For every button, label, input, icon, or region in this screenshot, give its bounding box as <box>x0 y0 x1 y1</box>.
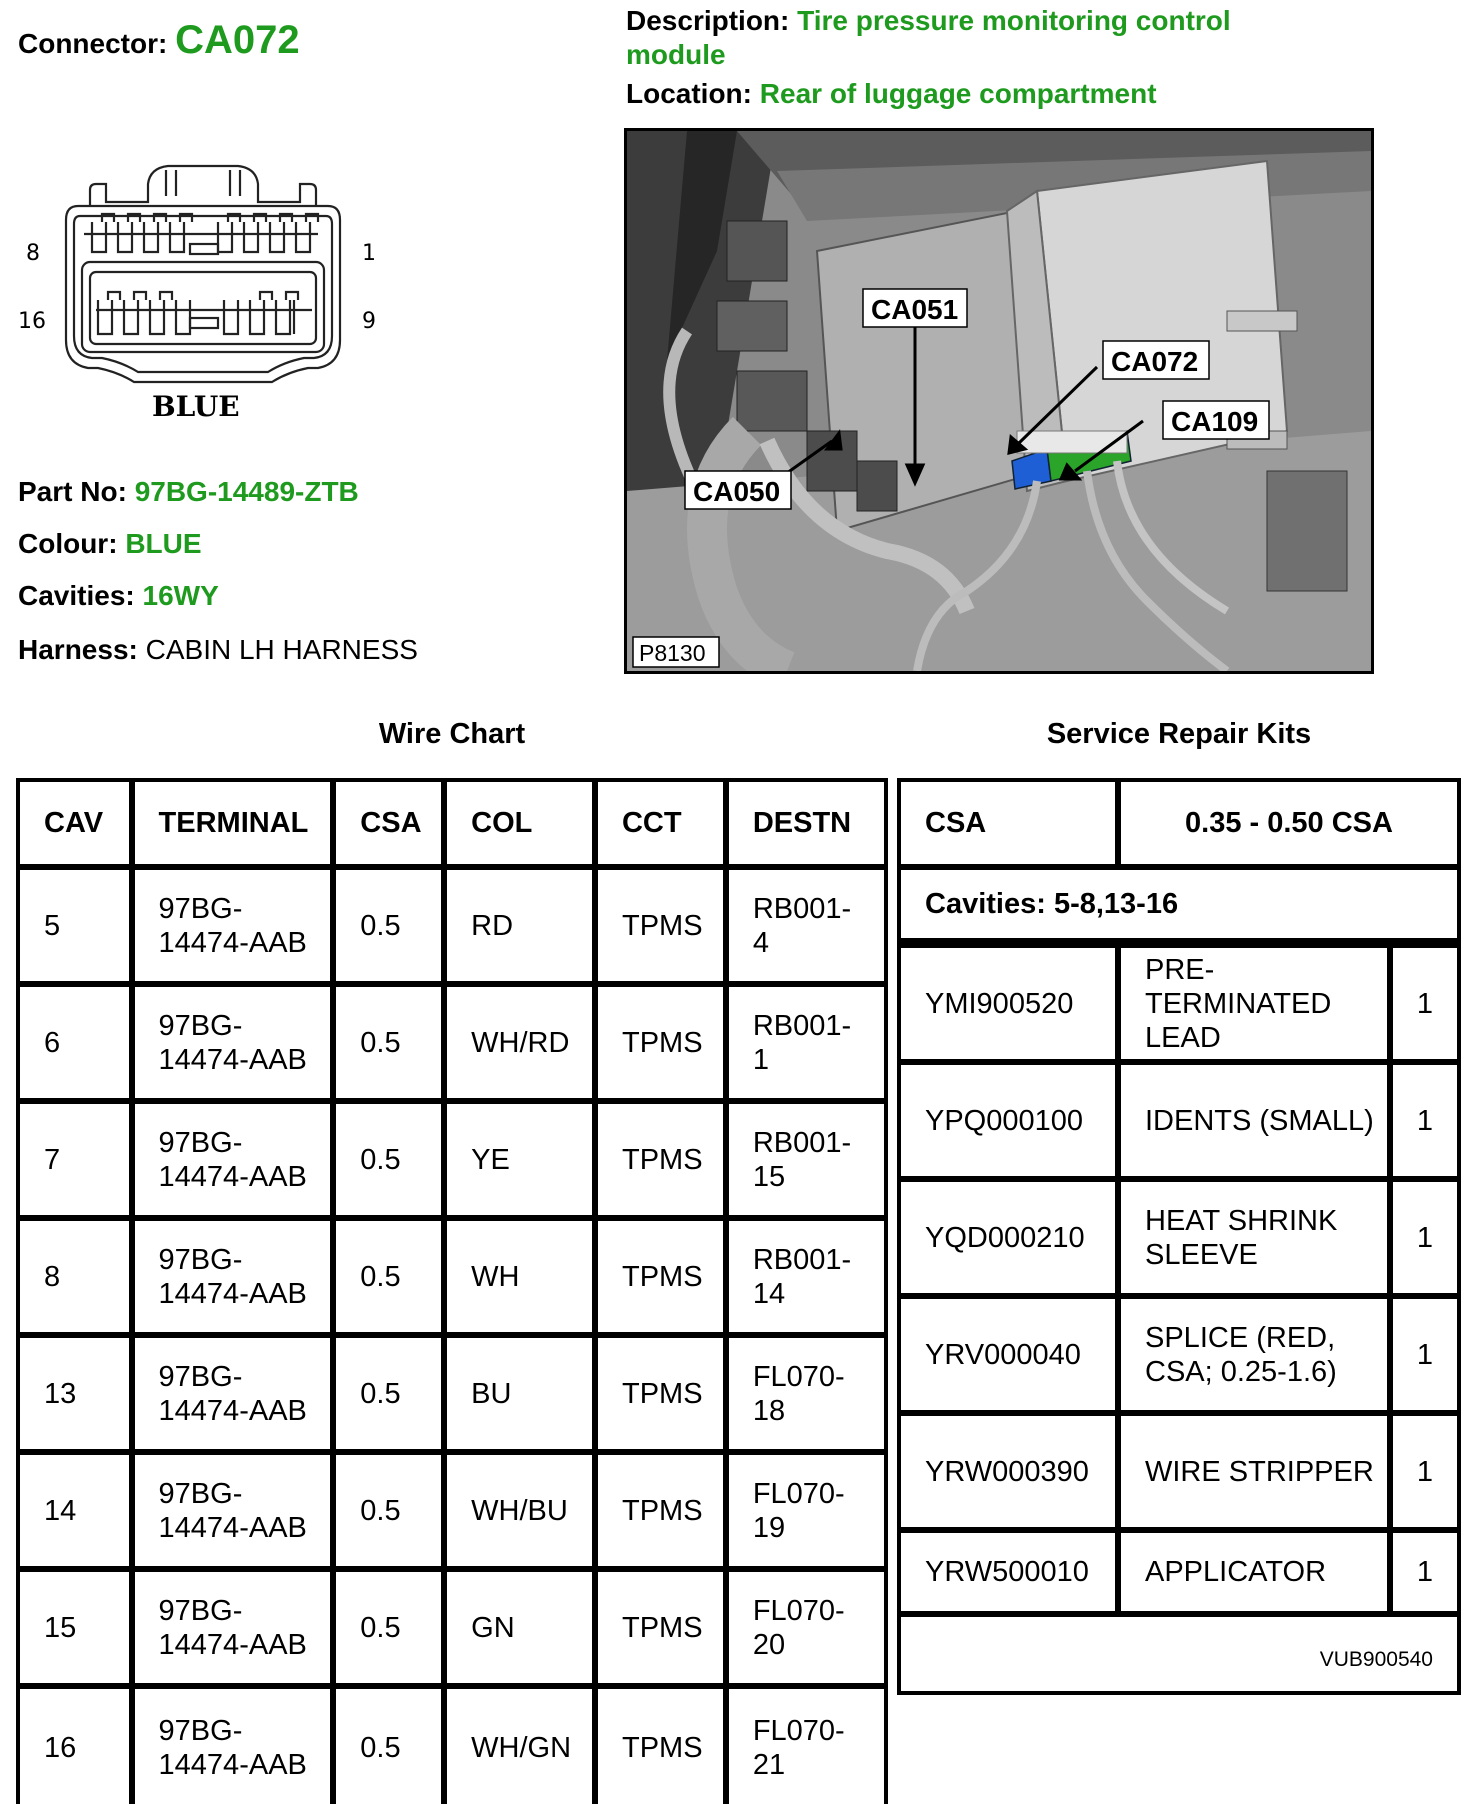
repair-kits-table <box>897 778 1461 1695</box>
terminal-line1: 97BG- <box>158 1594 243 1627</box>
list-item <box>901 1299 1457 1416</box>
cell-col: GN <box>447 1572 598 1689</box>
destn-line1: FL070- <box>752 1477 845 1510</box>
terminal-line1: 97BG- <box>158 1360 243 1393</box>
cell-col: WH/BU <box>447 1455 598 1572</box>
cell-cct: TPMS <box>598 1338 729 1455</box>
terminal-line2: 14474-AAB <box>158 1394 307 1427</box>
destn-line2: 18 <box>752 1394 786 1427</box>
table-row <box>20 870 884 987</box>
cell-csa: 0.5 <box>336 870 447 987</box>
kit-part-number: YRW500010 <box>901 1533 1121 1617</box>
cell-cav: 16 <box>20 1689 135 1804</box>
cell-cct: TPMS <box>598 1455 729 1572</box>
cavities-value: 16WY <box>142 580 219 611</box>
harness-value: CABIN LH HARNESS <box>145 634 418 665</box>
wire-chart-table <box>16 778 888 1804</box>
cell-cct: TPMS <box>598 870 729 987</box>
colour-value: BLUE <box>125 528 202 559</box>
kit-part-number: YQD000210 <box>901 1182 1121 1299</box>
terminal-line1: 97BG- <box>158 1714 243 1747</box>
col-header-terminal: TERMINAL <box>135 782 337 870</box>
cell-destn <box>729 1689 884 1804</box>
cavities-row <box>18 570 359 622</box>
cell-destn <box>729 1221 884 1338</box>
cell-cav: 7 <box>20 1104 135 1221</box>
terminal-line2: 14474-AAB <box>158 926 307 959</box>
cell-csa: 0.5 <box>336 1104 447 1221</box>
colour-label: Colour: <box>18 528 118 559</box>
cell-terminal <box>135 1572 337 1689</box>
destn-line1: FL070- <box>752 1360 845 1393</box>
destn-line2: 14 <box>752 1277 786 1310</box>
location-photo <box>624 128 1374 674</box>
cell-terminal <box>135 1455 337 1572</box>
terminal-line1: 97BG- <box>158 1009 243 1042</box>
connector-properties <box>18 466 359 622</box>
pin-label-9: 9 <box>362 309 376 334</box>
terminal-line2: 14474-AAB <box>158 1628 307 1661</box>
destn-line1: RB001- <box>752 892 852 925</box>
table-row <box>20 1455 884 1572</box>
kit-description: PRE-TERMINATED LEAD <box>1121 948 1393 1065</box>
pin-label-1: 1 <box>362 241 376 266</box>
cell-terminal <box>135 1689 337 1804</box>
connector-id: CA072 <box>175 18 300 62</box>
destn-line2: 4 <box>752 926 769 959</box>
callout-ca072: CA072 <box>1111 346 1199 377</box>
harness-row <box>18 634 418 666</box>
cell-cav: 15 <box>20 1572 135 1689</box>
col-header-cct: CCT <box>598 782 729 870</box>
destn-line2: 1 <box>752 1043 769 1076</box>
cell-terminal <box>135 1338 337 1455</box>
cell-col: WH <box>447 1221 598 1338</box>
table-row <box>20 1221 884 1338</box>
description-row <box>626 4 1246 72</box>
terminal-line1: 97BG- <box>158 1243 243 1276</box>
connector-label: Connector: <box>18 28 168 59</box>
callout-ca050: CA050 <box>693 476 781 507</box>
terminal-line2: 14474-AAB <box>158 1160 307 1193</box>
destn-line1: FL070- <box>752 1594 845 1627</box>
list-item <box>901 1065 1457 1182</box>
description-value: Tire pressure monitoring control module <box>626 5 1231 70</box>
cell-csa: 0.5 <box>336 1221 447 1338</box>
callout-ca051: CA051 <box>871 294 959 325</box>
cell-col: WH/RD <box>447 987 598 1104</box>
table-row <box>20 1689 884 1804</box>
part-no-row <box>18 466 359 518</box>
cell-col: YE <box>447 1104 598 1221</box>
cell-destn <box>729 1455 884 1572</box>
destn-line2: 20 <box>752 1628 786 1661</box>
terminal-line1: 97BG- <box>158 1126 243 1159</box>
destn-line1: RB001- <box>752 1126 852 1159</box>
location-row <box>626 78 1157 110</box>
cell-cav: 8 <box>20 1221 135 1338</box>
cell-csa: 0.5 <box>336 1338 447 1455</box>
kit-part-number: YRW000390 <box>901 1416 1121 1533</box>
col-header-destn: DESTN <box>729 782 884 870</box>
wire-chart-header-row <box>20 782 884 870</box>
cell-cav: 6 <box>20 987 135 1104</box>
cell-cct: TPMS <box>598 1572 729 1689</box>
cavities-label: Cavities: <box>18 580 135 611</box>
cell-col: WH/GN <box>447 1689 598 1804</box>
kit-part-number: YMI900520 <box>901 948 1121 1065</box>
destn-line2: 15 <box>752 1160 786 1193</box>
table-row <box>20 1572 884 1689</box>
kit-description: APPLICATOR <box>1121 1533 1393 1617</box>
kit-quantity: 1 <box>1393 1182 1457 1299</box>
callout-ca109: CA109 <box>1171 406 1259 437</box>
cell-cav: 5 <box>20 870 135 987</box>
table-row <box>20 1338 884 1455</box>
diagram-colour-label: BLUE <box>152 390 240 423</box>
location-label: Location: <box>626 78 752 109</box>
connector-face-diagram <box>18 150 398 430</box>
col-header-col: COL <box>447 782 598 870</box>
location-value: Rear of luggage compartment <box>759 78 1157 109</box>
kit-description: SPLICE (RED, CSA; 0.25-1.6) <box>1121 1299 1393 1416</box>
cell-destn <box>729 870 884 987</box>
cell-cct: TPMS <box>598 1104 729 1221</box>
harness-label: Harness: <box>18 634 138 665</box>
terminal-line2: 14474-AAB <box>158 1748 307 1781</box>
cell-destn <box>729 1104 884 1221</box>
table-row <box>20 1104 884 1221</box>
cell-terminal <box>135 870 337 987</box>
kit-part-number: YPQ000100 <box>901 1065 1121 1182</box>
kit-description: WIRE STRIPPER <box>1121 1416 1393 1533</box>
cell-destn <box>729 1572 884 1689</box>
wire-chart-title: Wire Chart <box>378 718 526 750</box>
kits-csa-label: CSA <box>901 782 1121 870</box>
destn-line1: FL070- <box>752 1714 845 1747</box>
photo-ref: P8130 <box>639 640 706 666</box>
list-item <box>901 1533 1457 1617</box>
destn-line2: 21 <box>752 1748 786 1781</box>
kits-header-row <box>901 782 1457 870</box>
destn-line1: RB001- <box>752 1243 852 1276</box>
cell-terminal <box>135 987 337 1104</box>
description-label: Description: <box>626 5 790 36</box>
kit-quantity: 1 <box>1393 1533 1457 1617</box>
kit-part-number: YRV000040 <box>901 1299 1121 1416</box>
list-item <box>901 1182 1457 1299</box>
cell-cav: 14 <box>20 1455 135 1572</box>
kits-cavities: Cavities: 5-8,13-16 <box>901 870 1457 948</box>
kit-quantity: 1 <box>1393 948 1457 1065</box>
cell-csa: 0.5 <box>336 987 447 1104</box>
kits-cavities-row <box>901 870 1457 948</box>
terminal-line1: 97BG- <box>158 1477 243 1510</box>
list-item <box>901 948 1457 1065</box>
cell-csa: 0.5 <box>336 1455 447 1572</box>
kit-quantity: 1 <box>1393 1299 1457 1416</box>
cell-terminal <box>135 1104 337 1221</box>
kits-footer-ref: VUB900540 <box>1319 1648 1433 1671</box>
connector-heading <box>18 18 300 63</box>
kit-quantity: 1 <box>1393 1065 1457 1182</box>
terminal-line2: 14474-AAB <box>158 1043 307 1076</box>
terminal-line2: 14474-AAB <box>158 1277 307 1310</box>
pin-label-16: 16 <box>18 309 46 334</box>
cell-terminal <box>135 1221 337 1338</box>
kit-description: IDENTS (SMALL) <box>1121 1065 1393 1182</box>
kits-footer-row <box>901 1617 1457 1691</box>
cell-cct: TPMS <box>598 1221 729 1338</box>
cell-destn <box>729 1338 884 1455</box>
cell-destn <box>729 987 884 1104</box>
destn-line2: 19 <box>752 1511 786 1544</box>
cell-cct: TPMS <box>598 987 729 1104</box>
table-row <box>20 987 884 1104</box>
destn-line1: RB001- <box>752 1009 852 1042</box>
list-item <box>901 1416 1457 1533</box>
terminal-line1: 97BG- <box>158 892 243 925</box>
terminal-line2: 14474-AAB <box>158 1511 307 1544</box>
part-no-value: 97BG-14489-ZTB <box>134 476 359 507</box>
repair-kits-title: Service Repair Kits <box>1046 718 1312 750</box>
col-header-cav: CAV <box>20 782 135 870</box>
cell-col: BU <box>447 1338 598 1455</box>
pin-label-8: 8 <box>26 241 40 266</box>
cell-csa: 0.5 <box>336 1572 447 1689</box>
cell-cct: TPMS <box>598 1689 729 1804</box>
cell-csa: 0.5 <box>336 1689 447 1804</box>
kits-csa-value: 0.35 - 0.50 CSA <box>1121 782 1457 870</box>
cell-cav: 13 <box>20 1338 135 1455</box>
kit-quantity: 1 <box>1393 1416 1457 1533</box>
cell-col: RD <box>447 870 598 987</box>
part-no-label: Part No: <box>18 476 127 507</box>
kit-description: HEAT SHRINK SLEEVE <box>1121 1182 1393 1299</box>
col-header-csa: CSA <box>336 782 447 870</box>
colour-row <box>18 518 359 570</box>
